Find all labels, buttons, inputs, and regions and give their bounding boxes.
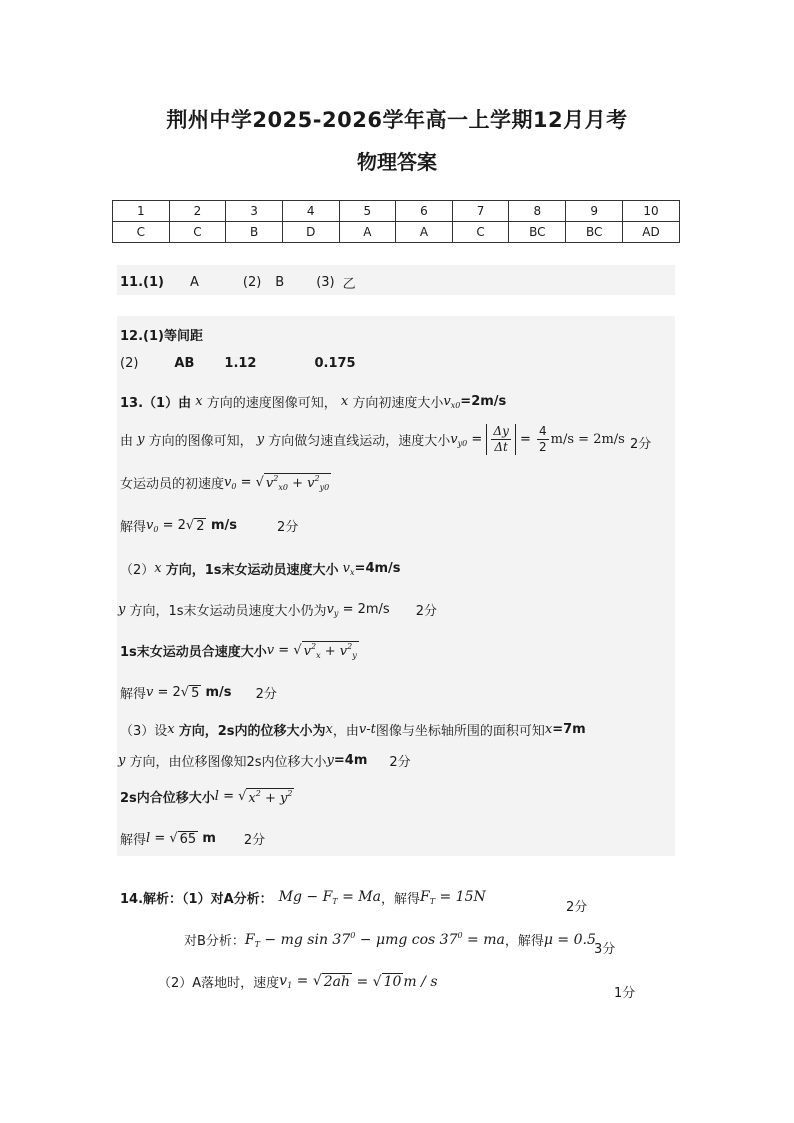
answer-table-number-cell: 7 <box>452 201 509 222</box>
answer-table-answer-cell: A <box>396 222 453 243</box>
q14-score-2: 3分 <box>594 942 616 957</box>
q12-answer-0-175: 0.175 <box>314 356 356 371</box>
q14-score-3: 1分 <box>614 986 636 1001</box>
answer-table-number-cell: 4 <box>282 201 339 222</box>
answer-table-answer-cell: C <box>452 222 509 243</box>
answer-table-number-cell: 5 <box>339 201 396 222</box>
answer-table-number-cell: 6 <box>396 201 453 222</box>
q12-answer-1-12: 1.12 <box>224 356 257 371</box>
q13-score-2: 2分 <box>277 520 299 535</box>
answer-table-number-cell: 1 <box>113 201 170 222</box>
answer-table-number-cell: 3 <box>226 201 283 222</box>
q11-answer-1: A <box>189 275 199 290</box>
q13-line-8: 解得 v = 2√ 5 m/s 2分 <box>120 685 277 702</box>
q14-score-1: 2分 <box>566 900 588 915</box>
q13-line-9: （3）设 x 方向，2s内的位移大小为 x ，由 v-t 图像与坐标轴所围的面积可知 x =7m <box>120 722 586 739</box>
answer-table-answer-cell: B <box>226 222 283 243</box>
answer-table-number-cell: 10 <box>623 201 680 222</box>
answer-table-answer-cell: A <box>339 222 396 243</box>
answer-table-numbers-row <box>113 201 680 222</box>
answer-table-answer-cell: C <box>113 222 170 243</box>
q13-score-6: 2分 <box>243 833 266 848</box>
answer-table-answer-cell: D <box>282 222 339 243</box>
q13-score-1: 2分 <box>630 437 652 452</box>
q14-line-2: 对B分析： $F_T$ − mg $\sin 37^0 - \mu mg$ $\cos 37^0$ = ma ，解得 μ = 0.5 <box>184 930 596 949</box>
q13-line-10: y 方向，由位移图像知2s内位移大小 y =4m 2分 <box>118 753 411 770</box>
q13-line-11: 2s内合位移大小 l = √ $x^2 + y^2$ <box>120 788 293 806</box>
answer-table-number-cell: 8 <box>509 201 566 222</box>
q11-label: 11.(1) <box>120 275 164 290</box>
q11-answer-2: B <box>275 275 285 290</box>
q13-line-2: 由 y 方向的图像可知， y 方向做匀速直线运动，速度大小 $v_{y0}$ = $\frac{\Delta y}{\Delta t}$ = $\frac{4}{2}$ m/s = 2m/s <box>120 424 625 454</box>
q11-answer-3: 乙 <box>342 277 356 292</box>
q12-part-2: (2) <box>120 356 139 371</box>
q14-line-3: （2）A落地时，速度 $v_1$ = √ 2ah = √ 10 m / s <box>158 973 438 991</box>
q11-part-2: (2) <box>242 275 262 290</box>
q13-line-12: 解得 l = √ 65 m 2分 <box>120 831 266 848</box>
q13-line-6: y 方向，1s末女运动员速度大小仍为 $v_y$ = 2m/s 2分 <box>118 601 437 619</box>
q13-score-4: 2分 <box>255 687 277 702</box>
q11-line <box>120 273 356 292</box>
q13-line-4: 解得 $v_0$ = 2√ 2 m/s 2分 <box>120 517 299 535</box>
answer-table-answer-cell: C <box>169 222 226 243</box>
answer-table-answer-cell: BC <box>566 222 623 243</box>
answer-table-number-cell: 2 <box>169 201 226 222</box>
q13-line-3: 女运动员的初速度 $v_0$ = √ $v^2_{x0} + v^2_{y0}$ <box>120 474 330 492</box>
q12-line-2 <box>120 356 356 371</box>
q11-part-3: (3) <box>316 275 335 290</box>
q12-answer-ab: AB <box>174 356 195 371</box>
q13-score-5: 2分 <box>389 755 411 770</box>
q13-line-5: （2） x 方向，1s末女运动员速度大小 $v_x$ =4m/s <box>120 560 401 578</box>
page-title: 荆州中学2025-2026学年高一上学期12月月考 <box>166 108 628 132</box>
q12-label: 12.(1)等间距 <box>120 329 203 344</box>
q13-line-7: 1s末女运动员合速度大小 v = √ $v^2_x + v^2_y$ <box>120 642 357 660</box>
q13-line-1: 13.（1）由 x 方向的速度图像可知， x 方向初速度大小 $v_{x0}$ =2m/s <box>120 393 507 411</box>
answer-table-number-cell: 9 <box>566 201 623 222</box>
q14-line-1: 14.解析：（1）对A分析： $Mg - F_T = Ma$ ，解得 $F_T = 15N$ <box>120 889 486 907</box>
page-subtitle: 物理答案 <box>357 150 437 174</box>
answer-table-answers-row <box>113 222 680 243</box>
answer-table-answer-cell: BC <box>509 222 566 243</box>
answer-table-answer-cell: AD <box>623 222 680 243</box>
q13-score-3: 2分 <box>415 604 437 619</box>
answer-table <box>112 200 680 243</box>
